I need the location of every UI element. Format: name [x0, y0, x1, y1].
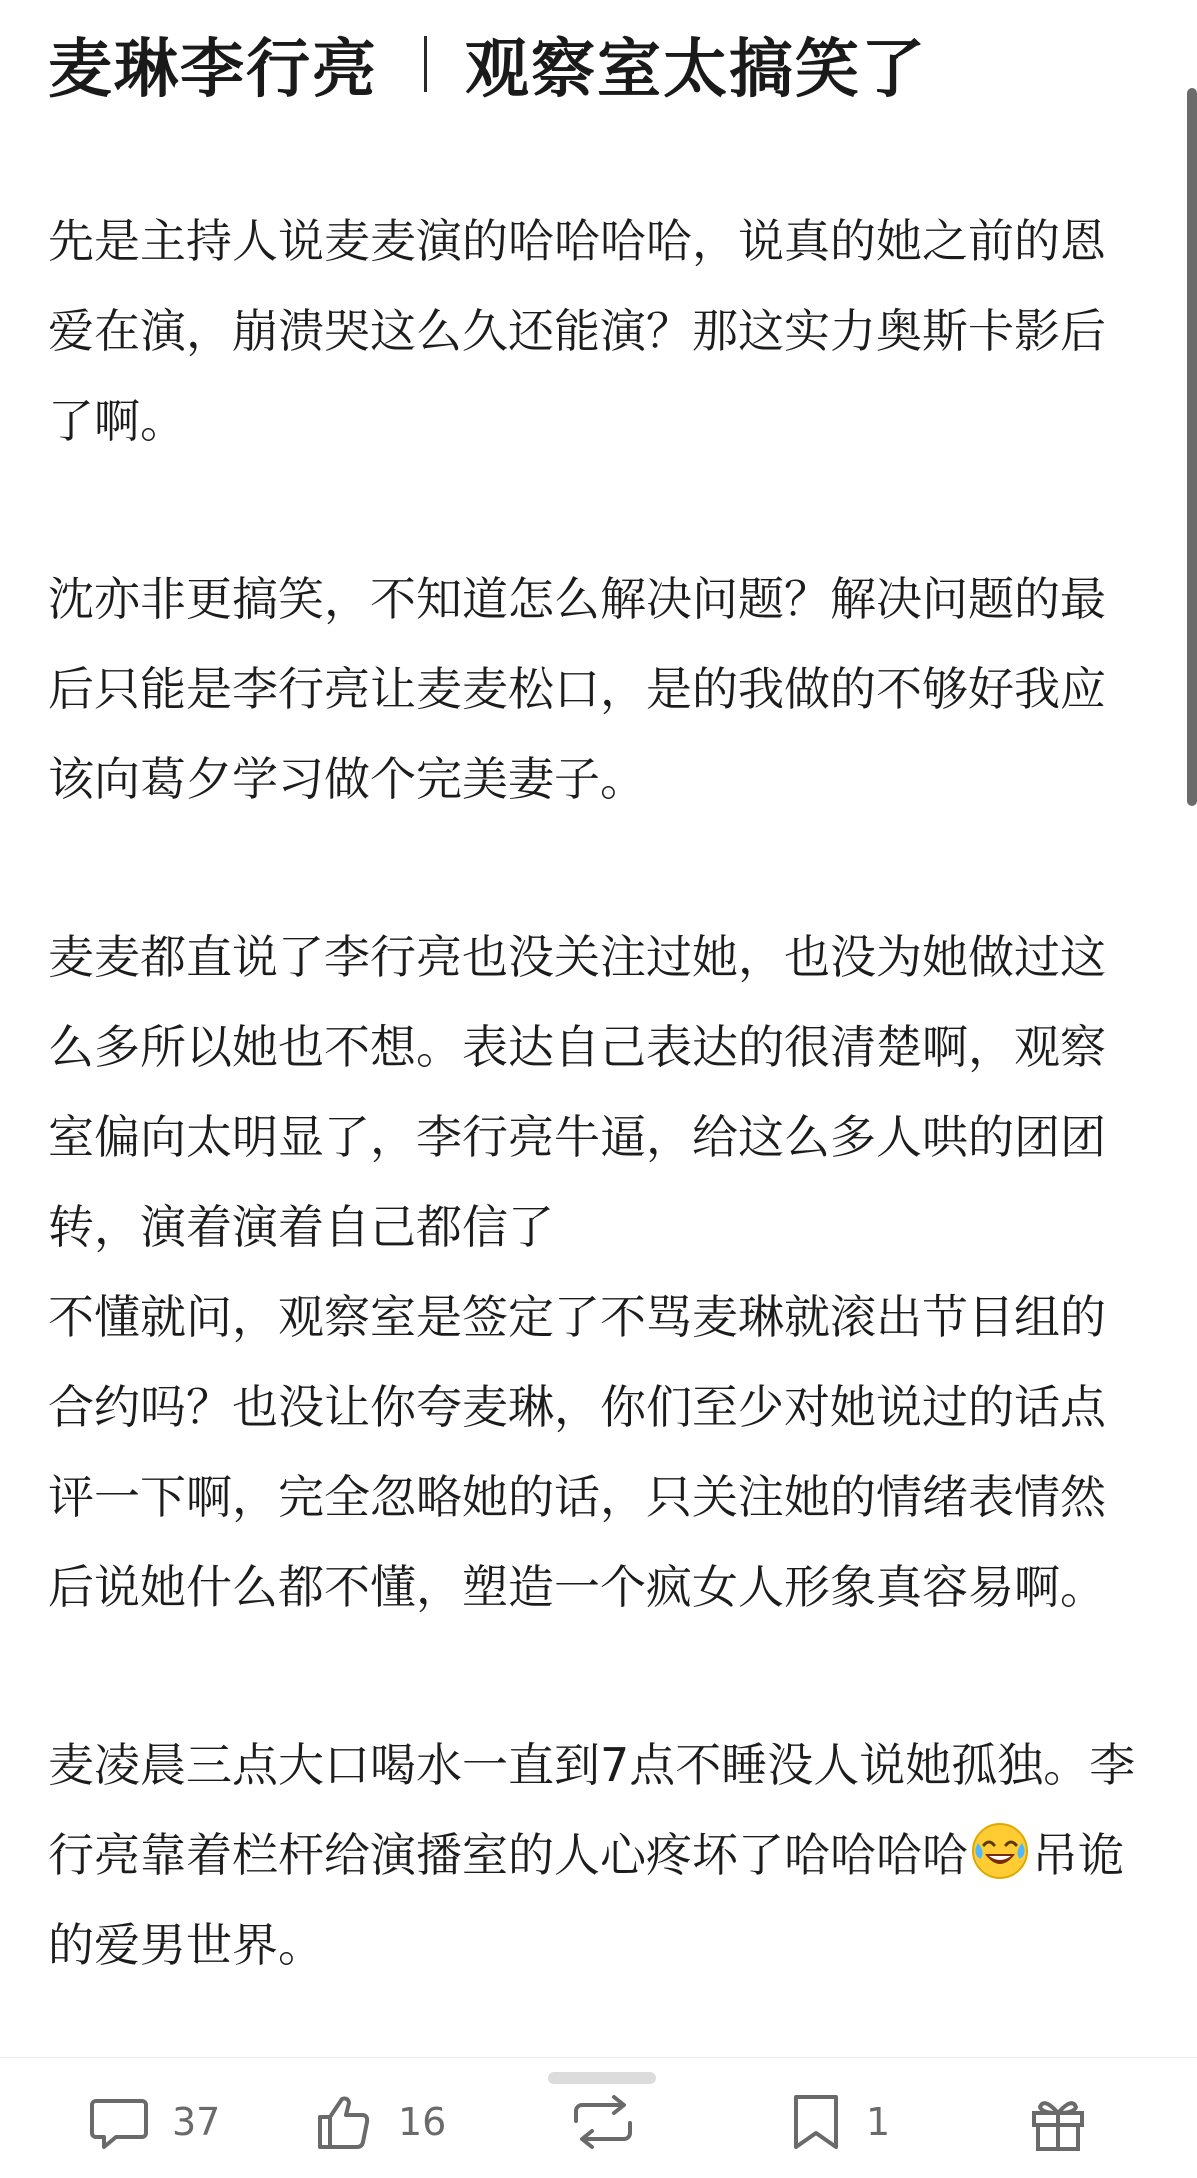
paragraph-1: 先是主持人说麦麦演的哈哈哈哈，说真的她之前的恩爱在演，崩溃哭这么久还能演？那这实力奥斯卡影后了啊。: [48, 214, 1106, 448]
post-body: [48, 196, 1148, 1990]
paragraph-2: 沈亦非更搞笑，不知道怎么解决问题？解决问题的最后只能是李行亮让麦麦松口，是的我做的不够好我应该向葛夕学习做个完美妻子。: [48, 572, 1106, 806]
bottom-fade: [0, 2028, 1197, 2058]
comment-button[interactable]: [88, 2082, 220, 2162]
repost-icon: [568, 2091, 638, 2153]
bookmark-button[interactable]: [788, 2082, 890, 2162]
paragraph-5: [48, 1720, 1148, 1990]
like-count: 16: [398, 2100, 447, 2144]
title-separator: [424, 36, 427, 92]
repost-button[interactable]: [568, 2082, 638, 2162]
paragraph-6-text: 吊诡的爱男世界。: [48, 1828, 1124, 1972]
title-left: 麦琳李行亮: [48, 33, 378, 107]
laughing-tears-emoji-icon: [970, 1821, 1030, 1881]
comment-count: 37: [172, 2100, 221, 2144]
bookmark-icon: [788, 2091, 844, 2153]
like-button[interactable]: [314, 2082, 446, 2162]
gift-icon: [1028, 2091, 1088, 2153]
post-title: [48, 14, 927, 114]
paragraph-5-text: 麦凌晨三点大口喝水一直到7点不睡没人说她孤独。李行亮靠着栏杆给演播室的人心疼坏了哈哈哈哈: [48, 1738, 1136, 1882]
title-right: 观察室太搞笑了: [465, 33, 927, 107]
bottom-toolbar: [0, 2057, 1197, 2178]
comment-icon: [88, 2091, 150, 2153]
paragraph-4: 不懂就问，观察室是签定了不骂麦琳就滚出节目组的合约吗？也没让你夸麦琳，你们至少对她说过的话点评一下啊，完全忽略她的话，只关注她的情绪表情然后说她什么都不懂，塑造一个疯女人形象真容易啊。: [48, 1290, 1106, 1614]
scrollbar[interactable]: [1187, 88, 1197, 806]
gift-button[interactable]: [1028, 2082, 1088, 2162]
paragraph-3: 麦麦都直说了李行亮也没关注过她，也没为她做过这么多所以她也不想。表达自己表达的很清楚啊，观察室偏向太明显了，李行亮牛逼，给这么多人哄的团团转，演着演着自己都信了: [48, 930, 1106, 1254]
bookmark-count: 1: [866, 2100, 891, 2144]
thumbs-up-icon: [314, 2091, 376, 2153]
